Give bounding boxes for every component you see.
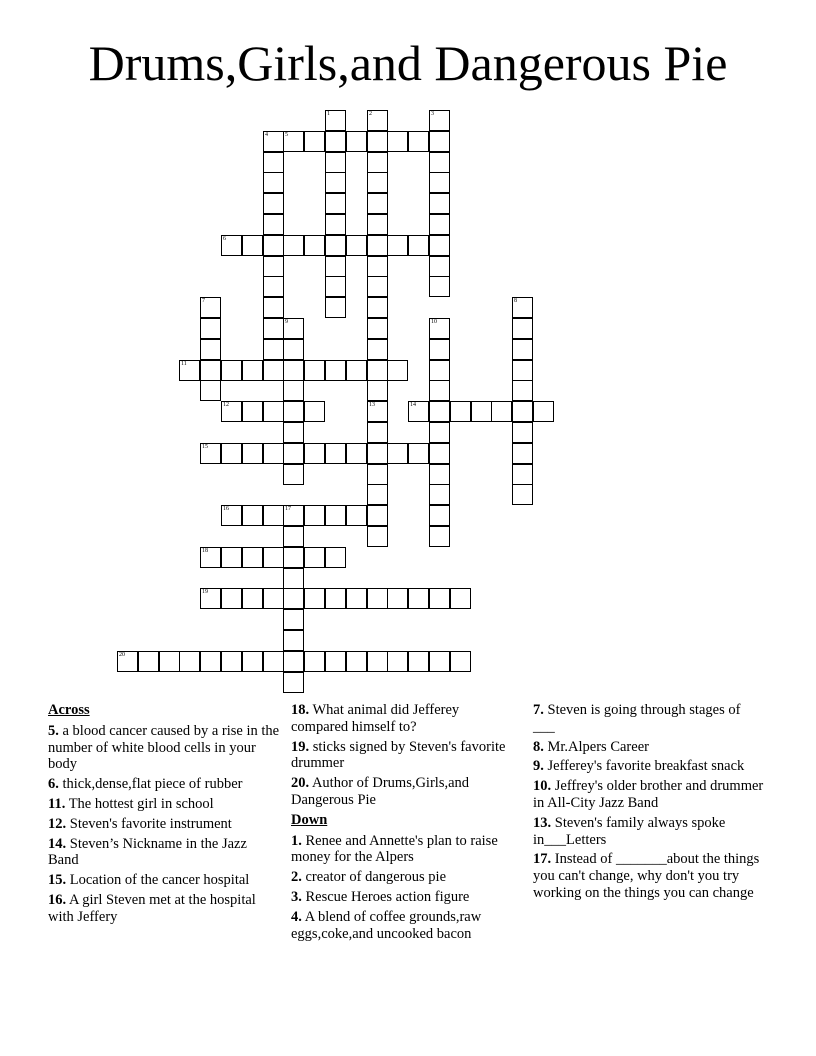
grid-cell[interactable] [325, 297, 346, 318]
grid-cell[interactable] [263, 235, 284, 256]
grid-cell[interactable] [367, 339, 388, 360]
clue-text: Steven is going through stages of ___ [533, 702, 741, 735]
cell-number: 14 [410, 402, 416, 408]
grid-cell[interactable] [242, 588, 263, 609]
cell-number: 10 [431, 319, 437, 325]
grid-cell[interactable] [367, 422, 388, 443]
grid-cell[interactable] [283, 131, 304, 152]
puzzle-title: Drums,Girls,and Dangerous Pie [88, 35, 728, 91]
clue-number: 16. [48, 891, 67, 908]
grid-cell[interactable] [512, 297, 533, 318]
grid-cell[interactable] [512, 360, 533, 381]
grid-cell[interactable] [283, 380, 304, 401]
clue-text: a blood cancer caused by a rise in the number of white blood cells in your body [48, 722, 280, 773]
grid-cell[interactable] [346, 651, 367, 672]
grid-cell[interactable] [304, 547, 325, 568]
grid-cell[interactable] [242, 547, 263, 568]
grid-cell[interactable] [367, 131, 388, 152]
grid-cell[interactable] [304, 588, 325, 609]
grid-cell[interactable] [263, 547, 284, 568]
grid-cell[interactable] [367, 360, 388, 381]
grid-cell[interactable] [263, 214, 284, 235]
grid-cell[interactable] [221, 235, 242, 256]
down-clue [533, 739, 765, 756]
grid-cell[interactable] [304, 131, 325, 152]
clue-text: Renee and Annette's plan to raise money for the Alpers [291, 832, 498, 866]
grid-cell[interactable] [263, 256, 284, 277]
cell-number: 8 [514, 298, 517, 304]
clue-text: Rescue Heroes action figure [305, 888, 470, 905]
grid-cell[interactable] [387, 360, 408, 381]
clue-text: Steven’s Nickname in the Jazz Band [48, 835, 247, 869]
grid-cell[interactable] [242, 443, 263, 464]
grid-cell[interactable] [429, 526, 450, 547]
grid-cell[interactable] [200, 297, 221, 318]
grid-cell[interactable] [429, 588, 450, 609]
grid-cell[interactable] [367, 380, 388, 401]
down-clue [291, 833, 516, 867]
grid-cell[interactable] [283, 422, 304, 443]
grid-cell[interactable] [429, 110, 450, 131]
grid-cell[interactable] [221, 443, 242, 464]
down-clue [533, 851, 765, 901]
grid-cell[interactable] [429, 172, 450, 193]
across-clue [48, 796, 280, 813]
grid-cell[interactable] [491, 401, 512, 422]
grid-cell[interactable] [283, 401, 304, 422]
grid-cell[interactable] [304, 401, 325, 422]
across-heading: Across [48, 702, 90, 718]
grid-cell[interactable] [325, 152, 346, 173]
grid-cell[interactable] [367, 651, 388, 672]
grid-cell[interactable] [512, 484, 533, 505]
clue-number: 15. [48, 872, 67, 889]
grid-cell[interactable] [346, 443, 367, 464]
grid-cell[interactable] [429, 464, 450, 485]
clue-text: A blend of coffee grounds,raw eggs,coke,and uncooked bacon [291, 908, 482, 942]
grid-cell[interactable] [283, 609, 304, 630]
grid-cell[interactable] [429, 651, 450, 672]
clue-text: Jeffrey's older brother and drummer in All-City Jazz Band [533, 778, 764, 811]
across-clue [48, 816, 280, 833]
grid-cell[interactable] [200, 588, 221, 609]
grid-cell[interactable] [221, 401, 242, 422]
cell-number: 16 [223, 506, 229, 512]
grid-cell[interactable] [512, 464, 533, 485]
across-clue [291, 775, 516, 809]
grid-cell[interactable] [367, 484, 388, 505]
grid-cell[interactable] [450, 401, 471, 422]
down-clue [291, 909, 516, 943]
cell-number: 20 [119, 652, 125, 658]
grid-cell[interactable] [263, 505, 284, 526]
grid-cell[interactable] [367, 276, 388, 297]
grid-cell[interactable] [512, 339, 533, 360]
clue-number: 12. [48, 815, 67, 832]
grid-cell[interactable] [429, 443, 450, 464]
clue-number: 19. [291, 738, 310, 755]
grid-cell[interactable] [512, 443, 533, 464]
clue-number: 6. [48, 776, 59, 793]
grid-cell[interactable] [387, 588, 408, 609]
grid-cell[interactable] [408, 235, 429, 256]
grid-cell[interactable] [429, 360, 450, 381]
grid-cell[interactable] [367, 297, 388, 318]
grid-cell[interactable] [429, 152, 450, 173]
grid-cell[interactable] [325, 443, 346, 464]
clue-text: sticks signed by Steven's favorite drummer [291, 738, 506, 772]
grid-cell[interactable] [429, 422, 450, 443]
clue-text: The hottest girl in school [68, 795, 214, 812]
grid-cell[interactable] [263, 360, 284, 381]
grid-cell[interactable] [387, 131, 408, 152]
grid-cell[interactable] [325, 193, 346, 214]
clue-text: A girl Steven met at the hospital with Jeffery [48, 891, 256, 925]
clue-number: 4. [291, 908, 302, 925]
clue-number: 1. [291, 832, 302, 849]
grid-cell[interactable] [408, 131, 429, 152]
cell-number: 5 [285, 132, 288, 138]
across-clue [291, 702, 516, 736]
clue-number: 8. [533, 738, 544, 755]
grid-cell[interactable] [200, 443, 221, 464]
cell-number: 1 [327, 111, 330, 117]
grid-cell[interactable] [242, 235, 263, 256]
grid-cell[interactable] [283, 588, 304, 609]
grid-cell[interactable] [346, 235, 367, 256]
grid-cell[interactable] [325, 651, 346, 672]
grid-cell[interactable] [263, 276, 284, 297]
grid-cell[interactable] [471, 401, 492, 422]
grid-cell[interactable] [263, 401, 284, 422]
down-clue [533, 758, 765, 775]
grid-cell[interactable] [367, 214, 388, 235]
cell-number: 13 [369, 402, 375, 408]
grid-cell[interactable] [367, 443, 388, 464]
grid-cell[interactable] [367, 235, 388, 256]
clue-text: Steven's favorite instrument [69, 815, 232, 832]
grid-cell[interactable] [429, 193, 450, 214]
grid-cell[interactable] [387, 443, 408, 464]
grid-cell[interactable] [325, 110, 346, 131]
clue-number: 13. [533, 814, 552, 831]
grid-cell[interactable] [283, 443, 304, 464]
clue-number: 20. [291, 775, 310, 792]
down-heading: Down [291, 811, 328, 828]
grid-cell[interactable] [200, 360, 221, 381]
grid-cell[interactable] [283, 526, 304, 547]
clue-text: Jefferey's favorite breakfast snack [547, 758, 745, 775]
grid-cell[interactable] [512, 401, 533, 422]
grid-cell[interactable] [200, 339, 221, 360]
clues-column-2 [291, 702, 516, 945]
grid-cell[interactable] [263, 172, 284, 193]
grid-cell[interactable] [283, 547, 304, 568]
across-clue [48, 836, 280, 870]
across-clue [48, 872, 280, 889]
clues-column-3 [533, 702, 765, 905]
grid-cell[interactable] [450, 588, 471, 609]
across-clue [291, 739, 516, 773]
grid-cell[interactable] [304, 651, 325, 672]
grid-cell[interactable] [304, 505, 325, 526]
clue-text: What animal did Jefferey compared himself to? [291, 702, 460, 735]
grid-cell[interactable] [283, 505, 304, 526]
grid-cell[interactable] [200, 651, 221, 672]
clue-number: 9. [533, 758, 544, 775]
clue-number: 18. [291, 702, 310, 718]
grid-cell[interactable] [325, 588, 346, 609]
cell-number: 2 [369, 111, 372, 117]
grid-cell[interactable] [429, 318, 450, 339]
grid-cell[interactable] [408, 588, 429, 609]
grid-cell[interactable] [283, 318, 304, 339]
clue-text: creator of dangerous pie [305, 869, 447, 886]
grid-cell[interactable] [325, 256, 346, 277]
grid-cell[interactable] [283, 464, 304, 485]
grid-cell[interactable] [367, 172, 388, 193]
cell-number: 12 [223, 402, 229, 408]
grid-cell[interactable] [512, 380, 533, 401]
across-clue [48, 776, 280, 793]
grid-cell[interactable] [263, 131, 284, 152]
grid-cell[interactable] [429, 131, 450, 152]
grid-cell[interactable] [283, 235, 304, 256]
grid-cell[interactable] [263, 651, 284, 672]
clue-text: Instead of _______about the things you can't change, why don't you try working on the things you can change [533, 851, 760, 901]
grid-cell[interactable] [429, 339, 450, 360]
grid-cell[interactable] [325, 172, 346, 193]
clue-number: 11. [48, 795, 66, 812]
grid-cell[interactable] [429, 484, 450, 505]
grid-cell[interactable] [429, 276, 450, 297]
grid-cell[interactable] [429, 380, 450, 401]
clue-text: Location of the cancer hospital [69, 872, 250, 889]
cell-number: 7 [202, 298, 205, 304]
grid-cell[interactable] [346, 131, 367, 152]
down-clue [533, 815, 765, 849]
down-clue [291, 889, 516, 906]
grid-cell[interactable] [242, 505, 263, 526]
cell-number: 3 [431, 111, 434, 117]
grid-cell[interactable] [263, 297, 284, 318]
grid-cell[interactable] [346, 505, 367, 526]
grid-cell[interactable] [263, 152, 284, 173]
grid-cell[interactable] [450, 651, 471, 672]
cell-number: 6 [223, 236, 226, 242]
grid-cell[interactable] [533, 401, 554, 422]
cell-number: 17 [285, 506, 291, 512]
clue-number: 5. [48, 722, 59, 739]
grid-cell[interactable] [117, 651, 138, 672]
grid-cell[interactable] [367, 256, 388, 277]
cell-number: 11 [181, 361, 187, 367]
grid-cell[interactable] [283, 651, 304, 672]
across-clue [48, 723, 280, 773]
clue-number: 3. [291, 888, 302, 905]
grid-cell[interactable] [179, 360, 200, 381]
grid-cell[interactable] [283, 360, 304, 381]
clue-number: 7. [533, 702, 544, 718]
grid-cell[interactable] [221, 360, 242, 381]
grid-cell[interactable] [367, 401, 388, 422]
grid-cell[interactable] [325, 235, 346, 256]
grid-cell[interactable] [429, 235, 450, 256]
clue-text: thick,dense,flat piece of rubber [62, 776, 243, 793]
clue-number: 10. [533, 778, 552, 795]
grid-cell[interactable] [429, 401, 450, 422]
grid-cell[interactable] [325, 505, 346, 526]
grid-cell[interactable] [200, 547, 221, 568]
cell-number: 18 [202, 548, 208, 554]
grid-cell[interactable] [138, 651, 159, 672]
grid-cell[interactable] [512, 422, 533, 443]
grid-cell[interactable] [242, 360, 263, 381]
grid-cell[interactable] [367, 526, 388, 547]
grid-cell[interactable] [263, 339, 284, 360]
grid-cell[interactable] [367, 505, 388, 526]
clue-number: 14. [48, 835, 67, 852]
grid-cell[interactable] [200, 318, 221, 339]
grid-cell[interactable] [367, 588, 388, 609]
grid-cell[interactable] [512, 318, 533, 339]
grid-cell[interactable] [367, 193, 388, 214]
grid-cell[interactable] [325, 360, 346, 381]
grid-cell[interactable] [429, 214, 450, 235]
cell-number: 15 [202, 444, 208, 450]
grid-cell[interactable] [283, 630, 304, 651]
cell-number: 19 [202, 589, 208, 595]
grid-cell[interactable] [263, 443, 284, 464]
grid-cell[interactable] [408, 651, 429, 672]
grid-cell[interactable] [283, 672, 304, 693]
grid-cell[interactable] [263, 318, 284, 339]
grid-cell[interactable] [200, 380, 221, 401]
grid-cell[interactable] [221, 547, 242, 568]
grid-cell[interactable] [325, 131, 346, 152]
grid-cell[interactable] [221, 651, 242, 672]
grid-cell[interactable] [429, 505, 450, 526]
cell-number: 4 [265, 132, 268, 138]
clues-column-1 [48, 702, 280, 929]
grid-cell[interactable] [304, 235, 325, 256]
grid-cell[interactable] [408, 401, 429, 422]
grid-cell[interactable] [325, 214, 346, 235]
grid-cell[interactable] [367, 464, 388, 485]
down-clue [533, 778, 765, 812]
down-clue [533, 702, 765, 736]
grid-cell[interactable] [263, 193, 284, 214]
grid-cell[interactable] [242, 651, 263, 672]
clue-number: 2. [291, 869, 302, 886]
cell-number: 9 [285, 319, 288, 325]
grid-cell[interactable] [325, 276, 346, 297]
clue-number: 17. [533, 851, 552, 868]
grid-cell[interactable] [159, 651, 180, 672]
grid-cell[interactable] [346, 360, 367, 381]
grid-cell[interactable] [429, 256, 450, 277]
clue-text: Mr.Alpers Career [547, 738, 649, 755]
grid-cell[interactable] [242, 401, 263, 422]
grid-cell[interactable] [387, 235, 408, 256]
grid-cell[interactable] [179, 651, 200, 672]
grid-cell[interactable] [387, 651, 408, 672]
grid-cell[interactable] [221, 588, 242, 609]
grid-cell[interactable] [346, 588, 367, 609]
clue-text: Steven's family always spoke in___Letters [533, 814, 726, 848]
grid-cell[interactable] [304, 443, 325, 464]
grid-cell[interactable] [367, 318, 388, 339]
grid-cell[interactable] [263, 588, 284, 609]
down-clue [291, 869, 516, 886]
grid-cell[interactable] [304, 360, 325, 381]
across-clue [48, 892, 280, 926]
grid-cell[interactable] [221, 505, 242, 526]
grid-cell[interactable] [283, 339, 304, 360]
grid-cell[interactable] [367, 152, 388, 173]
clue-text: Author of Drums,Girls,and Dangerous Pie [291, 775, 470, 808]
grid-cell[interactable] [283, 568, 304, 589]
grid-cell[interactable] [367, 110, 388, 131]
grid-cell[interactable] [325, 547, 346, 568]
grid-cell[interactable] [408, 443, 429, 464]
